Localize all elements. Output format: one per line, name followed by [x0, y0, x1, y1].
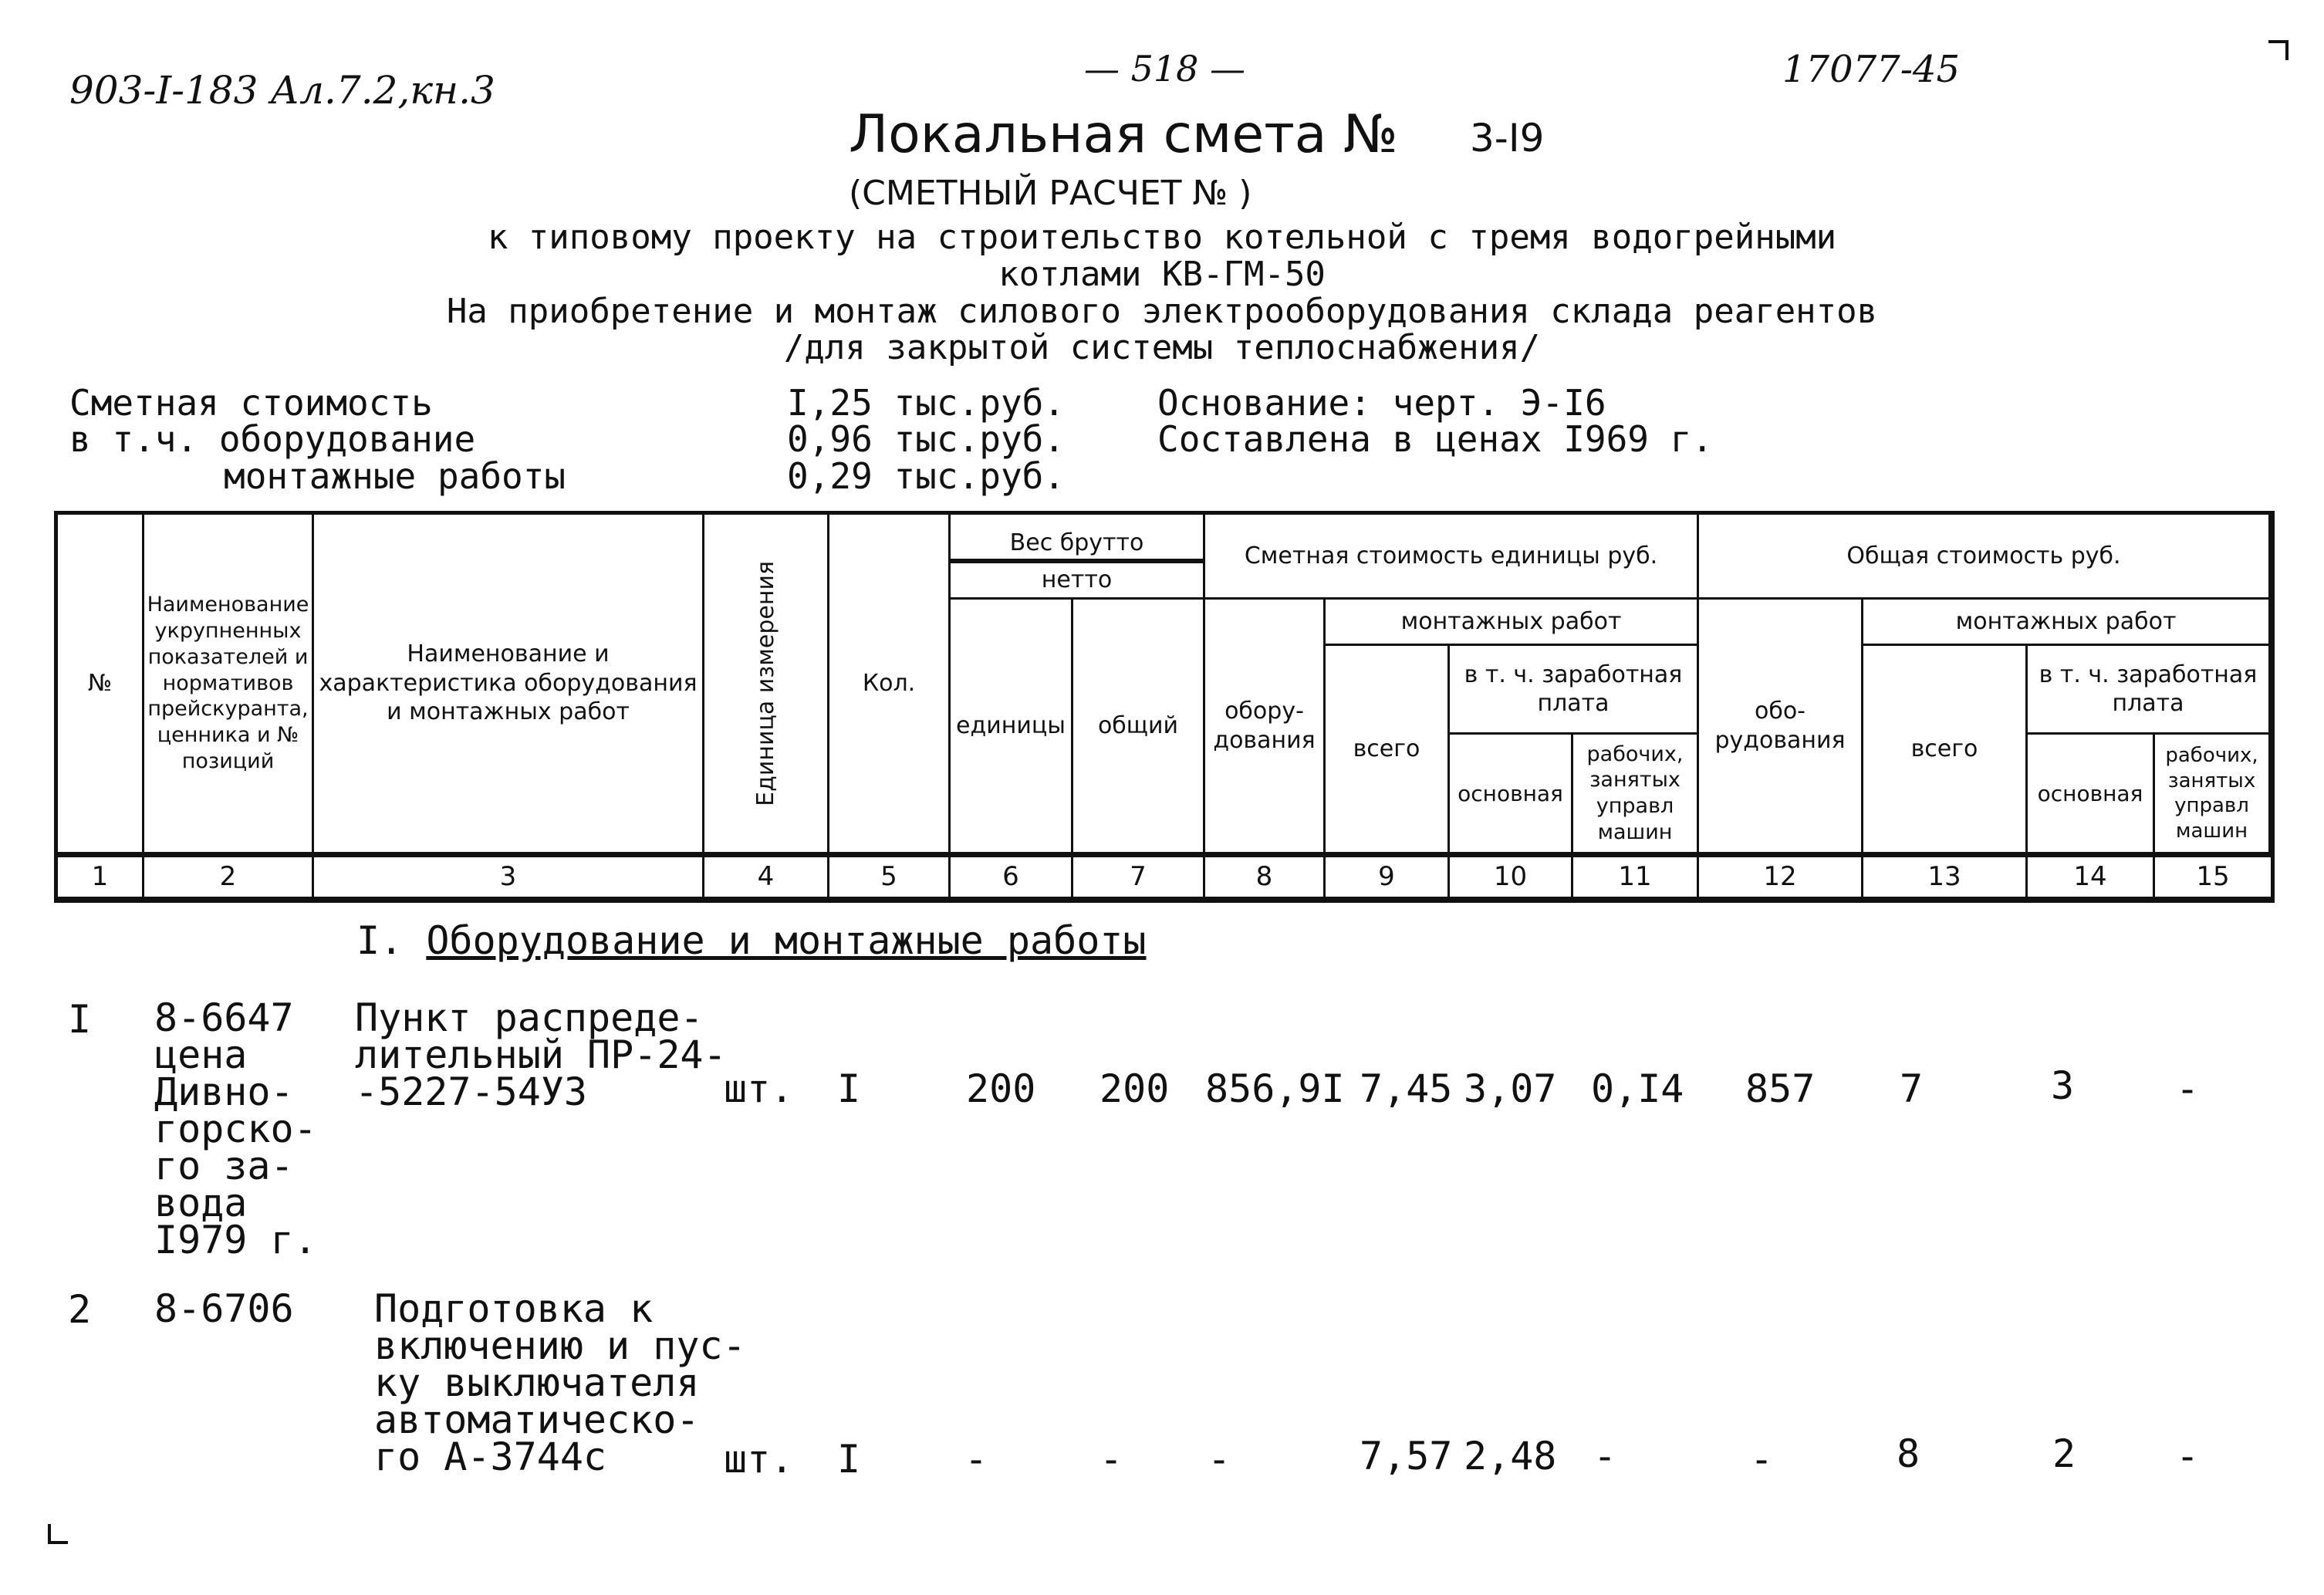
- code-line: го за-: [154, 1144, 294, 1188]
- col-number: 9: [1326, 854, 1450, 899]
- description-line: /для закрытой системы теплоснабжения/: [783, 328, 1541, 367]
- summary-label-mounting: монтажные работы: [224, 455, 566, 497]
- name-line: Подготовка к: [374, 1286, 654, 1331]
- col-header-mount-unit: монтажных работ: [1326, 600, 1699, 646]
- col-number: 3: [314, 854, 704, 899]
- col-header-basic-unit: основная: [1450, 735, 1573, 854]
- col-number: 7: [1073, 854, 1205, 899]
- col-header-norm-code: Наименование укрупненных показателей и нормативов прейскуранта, ценника и № позиций: [144, 515, 314, 854]
- col-header-mount-total-unit: всего: [1326, 646, 1450, 854]
- summary-label-equipment: в т.ч. оборудование: [69, 418, 476, 460]
- row-name: [355, 995, 727, 1114]
- row-wage-basic-total: 3: [2051, 1063, 2075, 1108]
- row-norm-code: [154, 995, 317, 1262]
- col-header-wages-total: в т. ч. заработная плата: [2028, 646, 2271, 735]
- document-number: 17077-45: [1782, 48, 1960, 91]
- col-header-machine-total: рабочих, занятых управл машин: [2155, 735, 2271, 854]
- col-number: 10: [1450, 854, 1573, 899]
- col-header-mount-total: монтажных работ: [1863, 600, 2271, 646]
- basis-note: Основание: черт. Э-I6: [1157, 382, 1606, 424]
- summary-value-equipment: 0,96 тыс.руб.: [787, 418, 1066, 460]
- summary-value-total: I,25 тыс.руб.: [787, 382, 1066, 424]
- col-header-unit-text: Единица измерения: [752, 560, 779, 806]
- name-line: го А-3744с: [374, 1434, 607, 1479]
- col-header-mount-all-total: всего: [1863, 646, 2028, 854]
- section-title: [356, 918, 1147, 963]
- col-header-weight-total: общий: [1073, 600, 1205, 854]
- row-weight-total: 200: [1100, 1066, 1170, 1111]
- col-number: 8: [1205, 854, 1326, 899]
- col-number: 15: [2155, 854, 2271, 899]
- col-header-weight-net: нетто: [951, 561, 1205, 600]
- name-line: -5227-54УЗ: [355, 1070, 588, 1114]
- corner-mark-top-right: [2268, 40, 2289, 60]
- code-line: вода: [154, 1181, 248, 1225]
- summary-label-total: Сметная стоимость: [69, 382, 433, 424]
- row-wage-machine-unit: 0,I4: [1591, 1066, 1684, 1111]
- row-qty: I: [837, 1437, 861, 1482]
- row-weight-total: -: [1100, 1437, 1123, 1482]
- corner-mark-bottom-left: [48, 1524, 68, 1544]
- row-unit: шт.: [724, 1437, 794, 1482]
- row-wage-basic-total: 2: [2052, 1431, 2076, 1476]
- name-line: лительный ПР-24-: [355, 1032, 727, 1077]
- col-header-basic-total: основная: [2028, 735, 2155, 854]
- col-number: 14: [2028, 854, 2155, 899]
- code-line: 8-6706: [154, 1286, 294, 1331]
- col-header-equipment-total: обо-рудования: [1699, 600, 1863, 854]
- name-line: ку выключателя: [374, 1360, 700, 1405]
- row-wage-machine-total: -: [2176, 1066, 2200, 1111]
- row-equipment-unit-cost: -: [1208, 1437, 1231, 1482]
- col-header-unit: [704, 515, 829, 854]
- estimate-number: 3-I9: [1470, 116, 1545, 161]
- page-title: Локальная смета №: [849, 104, 1398, 165]
- col-header-qty: Кол.: [829, 515, 951, 854]
- row-mount-unit-cost: 7,45: [1360, 1066, 1453, 1111]
- row-weight-unit: 200: [966, 1066, 1036, 1111]
- document-code: 903-I-183 Ал.7.2,кн.3: [69, 68, 495, 113]
- col-header-equipment-unit: обору-дования: [1205, 600, 1326, 854]
- code-line: цена: [154, 1032, 248, 1077]
- col-header-weight-gross: Вес брутто: [951, 515, 1205, 561]
- col-number: 4: [704, 854, 829, 899]
- col-header-weight-unit: единицы: [951, 600, 1073, 854]
- row-mount-total: 8: [1897, 1431, 1920, 1476]
- row-unit: шт.: [724, 1066, 794, 1111]
- col-header-total-cost: Общая стоимость руб.: [1699, 515, 2271, 600]
- col-number: 1: [58, 854, 144, 899]
- row-mount-unit-cost: 7,57: [1360, 1434, 1453, 1478]
- row-equipment-total: 857: [1745, 1066, 1816, 1111]
- row-wage-machine-unit: -: [1593, 1434, 1617, 1478]
- name-line: включению и пус-: [374, 1323, 746, 1368]
- name-line: Пункт распреде-: [355, 995, 704, 1040]
- summary-value-mounting: 0,29 тыс.руб.: [787, 455, 1066, 497]
- row-wage-basic-unit: 3,07: [1464, 1066, 1557, 1111]
- section-title-text: Оборудование и монтажные работы: [426, 918, 1147, 963]
- col-header-name: Наименование и характеристика оборудования и монтажных работ: [314, 515, 704, 854]
- section-number: I.: [356, 918, 404, 963]
- code-line: I979 г.: [154, 1218, 317, 1262]
- description-line: На приобретение и монтаж силового электрооборудования склада реагентов: [446, 292, 1878, 331]
- page-number: — 518 —: [1084, 48, 1246, 90]
- col-header-machine-unit: рабочих, занятых управл машин: [1573, 735, 1699, 854]
- col-header-number: №: [58, 515, 144, 854]
- code-line: Дивно-: [154, 1070, 294, 1114]
- row-wage-basic-unit: 2,48: [1464, 1434, 1557, 1478]
- col-header-wages-unit: в т. ч. заработная плата: [1450, 646, 1699, 735]
- table-header: [54, 511, 2275, 903]
- row-qty: I: [837, 1066, 861, 1111]
- col-number: 5: [829, 854, 951, 899]
- col-number: 13: [1863, 854, 2028, 899]
- row-equipment-unit-cost: 856,9I: [1205, 1066, 1345, 1111]
- price-year-note: Составлена в ценах I969 г.: [1157, 418, 1714, 460]
- col-number: 2: [144, 854, 314, 899]
- row-name: [374, 1286, 746, 1479]
- name-line: автоматическо-: [374, 1397, 700, 1442]
- row-number: 2: [68, 1287, 92, 1332]
- col-header-unit-cost: Сметная стоимость единицы руб.: [1205, 515, 1699, 600]
- col-number: 12: [1699, 854, 1863, 899]
- code-line: горско-: [154, 1107, 317, 1151]
- description-line: к типовому проекту на строительство котельной с тремя водогрейными: [487, 218, 1837, 257]
- row-weight-unit: -: [964, 1437, 988, 1482]
- code-line: 8-6647: [154, 995, 294, 1040]
- row-equipment-total: -: [1750, 1437, 1774, 1482]
- row-norm-code: [154, 1286, 294, 1331]
- col-number: 6: [951, 854, 1073, 899]
- row-mount-total: 7: [1900, 1066, 1924, 1111]
- description-line: котлами КВ-ГМ-50: [998, 255, 1326, 294]
- estimate-subtitle: (СМЕТНЫЙ РАСЧЕТ № ): [849, 174, 1252, 213]
- col-number: 11: [1573, 854, 1699, 899]
- row-wage-machine-total: -: [2176, 1434, 2200, 1478]
- row-number: I: [68, 997, 92, 1042]
